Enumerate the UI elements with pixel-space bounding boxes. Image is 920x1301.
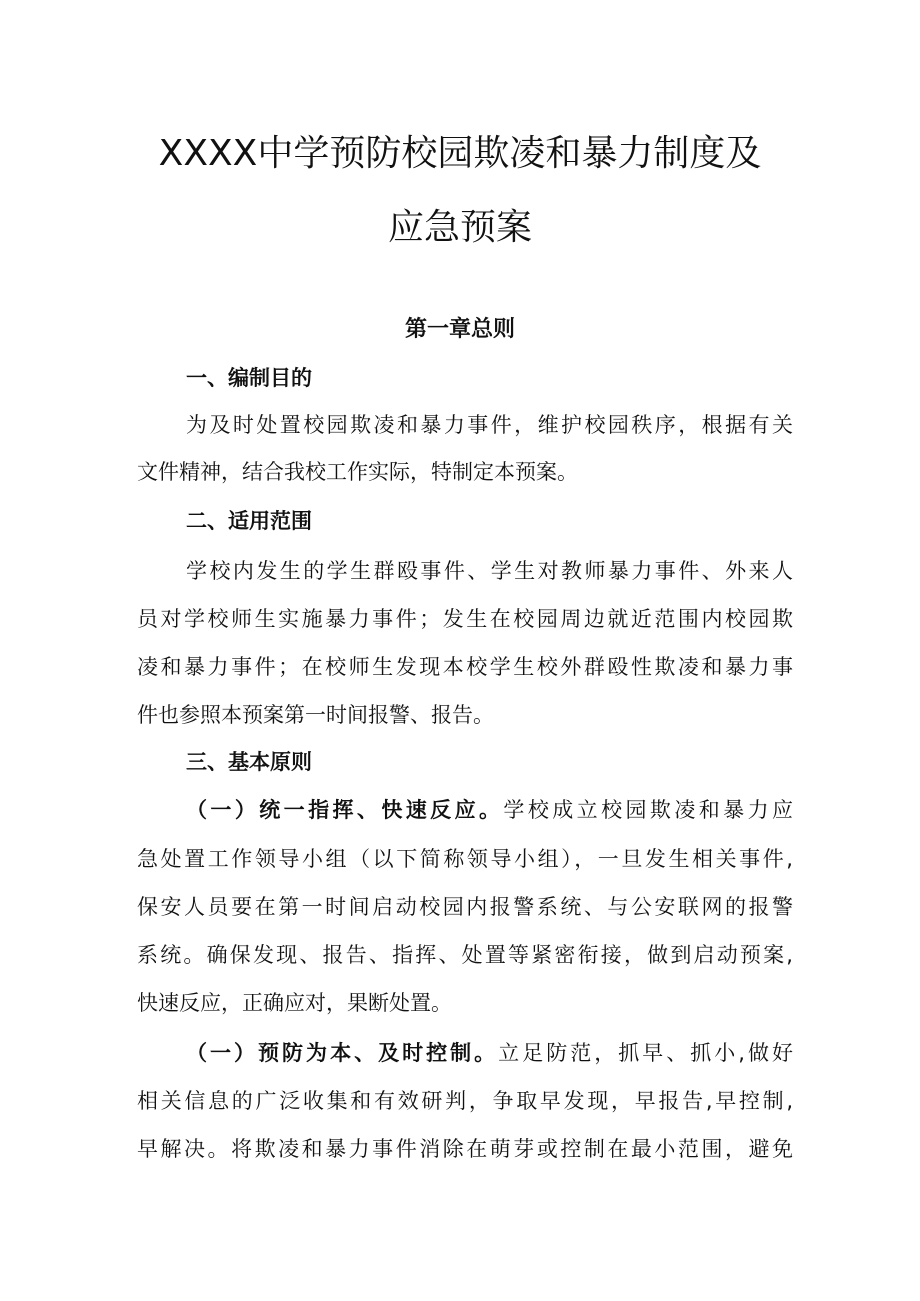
paragraph-line: 凌和暴力事件；在校师生发现本校学生校外群殴性欺凌和暴力事: [137, 655, 793, 679]
document-title-line-2: 应急预案: [387, 207, 532, 248]
paragraph-line: 文件精神，结合我校工作实际，特制定本预案。: [137, 460, 578, 484]
section-heading-purpose: 一、编制目的: [186, 366, 312, 390]
principle-2-first-line: [186, 1037, 793, 1069]
principle-2-text: 立足防范，抓早、抓小,做好: [498, 1041, 793, 1065]
section-heading-scope: 二、适用范围: [186, 509, 312, 533]
paragraph-line: 为及时处置校园欺凌和暴力事件，维护校园秩序，根据有关: [186, 413, 793, 437]
principle-1-first-line: [186, 794, 793, 826]
paragraph-line: 急处置工作领导小组（以下简称领导小组），一旦发生相关事件,: [137, 847, 793, 871]
principle-1-lead: （一）统一指挥、快速反应。: [186, 798, 504, 822]
paragraph-line: 早解决。将欺凌和暴力事件消除在萌芽或控制在最小范围，避免: [137, 1137, 793, 1161]
paragraph-line: 系统。确保发现、报告、指挥、处置等紧密衔接，做到启动预案,: [137, 943, 793, 967]
paragraph-line: 学校内发生的学生群殴事件、学生对教师暴力事件、外来人: [186, 559, 793, 583]
principle-1-text: 学校成立校园欺凌和暴力应: [503, 798, 794, 822]
paragraph-line: 员对学校师生实施暴力事件；发生在校园周边就近范围内校园欺: [137, 607, 793, 631]
paragraph-line: 相关信息的广泛收集和有效研判，争取早发现，早报告,早控制,: [137, 1089, 793, 1113]
paragraph-line: 快速反应，正确应对，果断处置。: [137, 991, 452, 1015]
paragraph-line: 保安人员要在第一时间启动校园内报警系统、与公安联网的报警: [137, 895, 793, 919]
section-heading-principles: 三、基本原则: [186, 750, 312, 774]
chapter-heading: 第一章总则: [404, 317, 515, 342]
paragraph-line: 件也参照本预案第一时间报警、报告。: [137, 703, 494, 727]
document-title-line-1: XXXX中学预防校园欺凌和暴力制度及: [158, 133, 762, 174]
principle-2-lead: （一）预防为本、及时控制。: [186, 1041, 499, 1065]
